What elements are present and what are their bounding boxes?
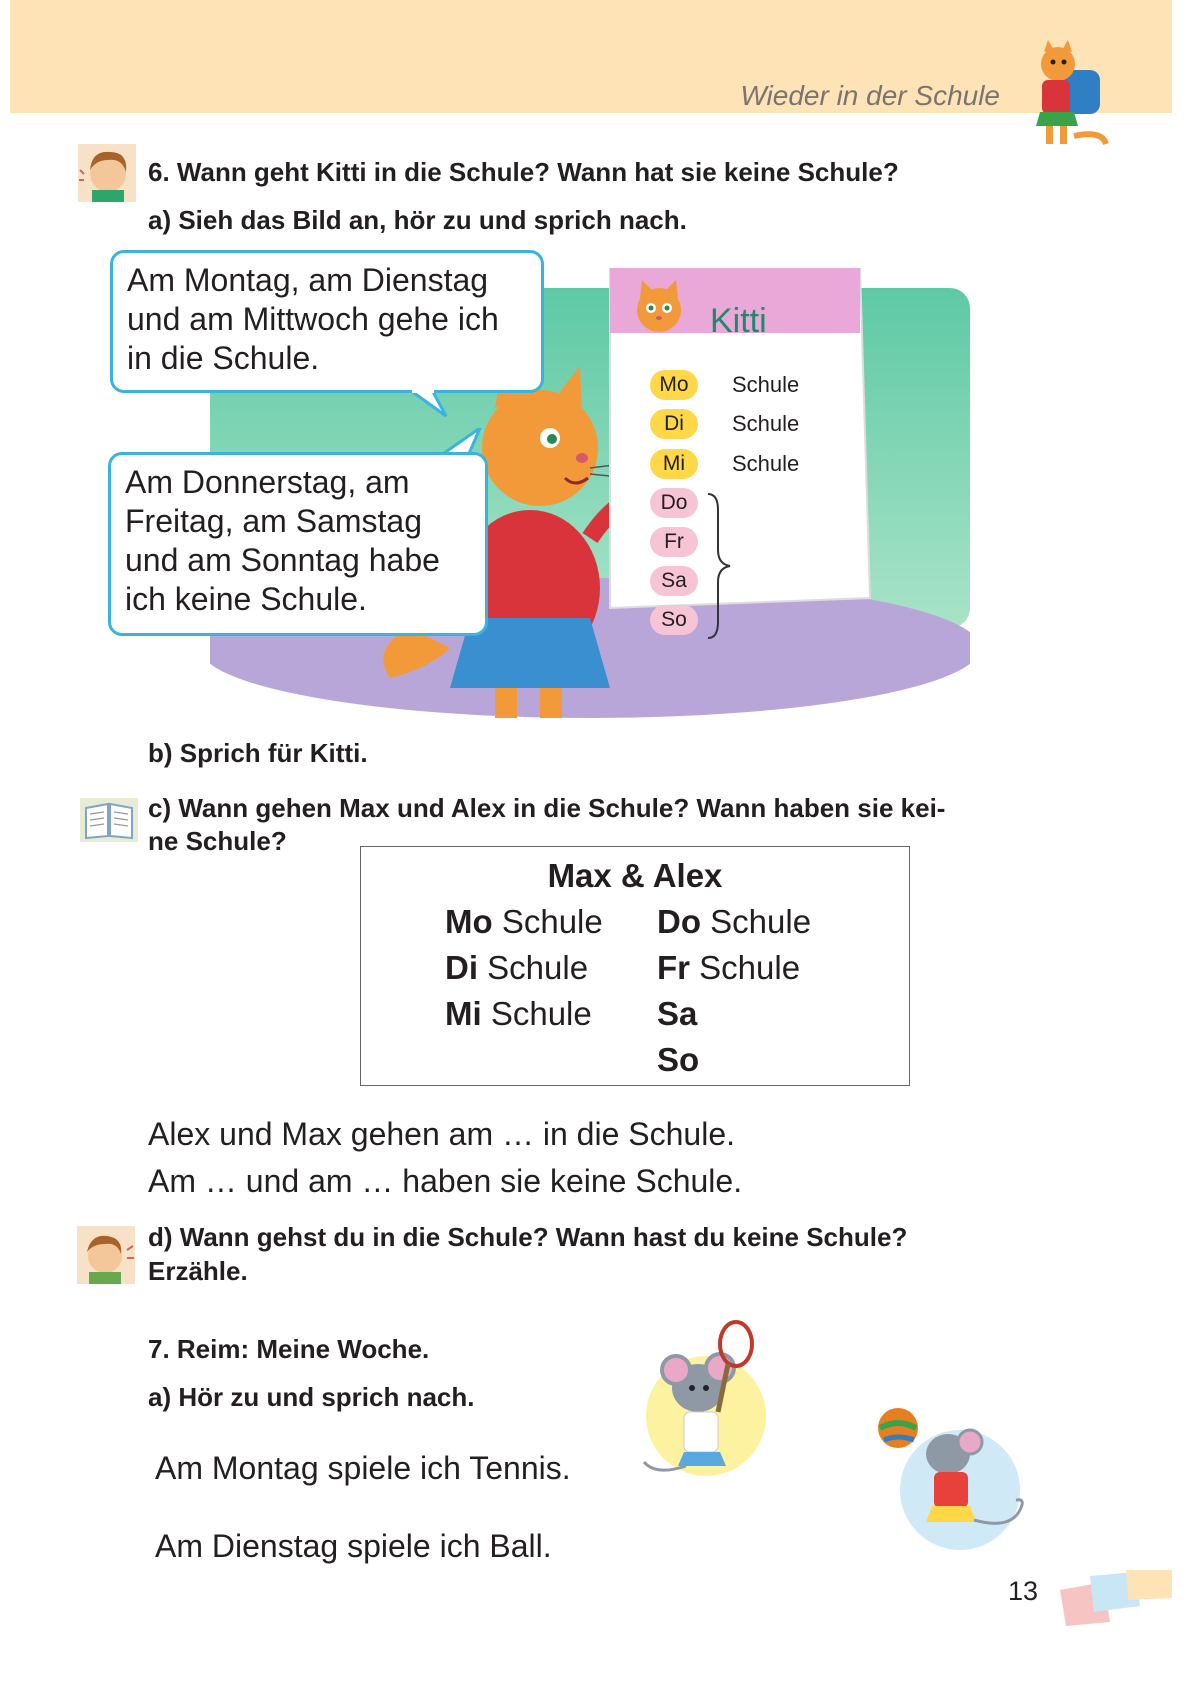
task-6d-line-2: Erzähle. (148, 1256, 248, 1286)
speech-bubble-school-days: Am Montag, am Dienstag und am Mittwoch gehe ich in die Schule. (110, 250, 544, 393)
kitti-schedule-poster (610, 268, 870, 631)
schedule-day: Mi (650, 449, 698, 479)
schedule-day: So (650, 605, 698, 635)
page-number: 13 (1008, 1576, 1039, 1606)
section-title: Wieder in der Schule (740, 80, 1000, 111)
table-value: Schule (710, 903, 812, 940)
speaking-boy-icon (77, 1226, 135, 1284)
task-6c-line-2: ne Schule? (148, 826, 287, 856)
schedule-row (610, 605, 870, 645)
table-day: So (657, 1041, 700, 1078)
table-value: Schule (487, 949, 589, 986)
bubble-tail (410, 390, 450, 420)
open-book-icon (80, 798, 138, 842)
table-day: Sa (657, 995, 698, 1032)
schedule-row (610, 409, 870, 449)
task-6a-instruction: a) Sieh das Bild an, hör zu und sprich nach. (148, 205, 687, 235)
task-6c-line-1: c) Wann gehen Max und Alex in die Schule? Wann haben sie kei- (148, 793, 946, 823)
fill-in-sentence-1: Alex und Max gehen am … in die Schule. (148, 1116, 735, 1152)
rhyme-line-2: Am Dienstag spiele ich Ball. (155, 1528, 552, 1564)
mouse-with-tennis-racket-illustration (636, 1316, 796, 1496)
schedule-day: Do (650, 488, 698, 518)
table-value: Schule (490, 995, 592, 1032)
table-day: Di (445, 949, 478, 986)
paper-corner-decoration (1040, 1566, 1180, 1626)
schedule-row (610, 488, 870, 528)
schedule-value: Schule (732, 372, 800, 397)
schedule-value: Schule (732, 411, 800, 436)
task-7-title: 7. Reim: Meine Woche. (148, 1334, 430, 1364)
rhyme-line-1: Am Montag spiele ich Tennis. (155, 1450, 571, 1486)
table-value: Schule (501, 903, 603, 940)
table-cell (657, 949, 800, 987)
schedule-row (610, 527, 870, 567)
table-cell (657, 1041, 699, 1079)
task-6b-instruction: b) Sprich für Kitti. (148, 738, 368, 768)
schedule-day: Sa (650, 566, 698, 596)
mouse-with-ball-illustration (870, 1400, 1040, 1560)
schedule-row (610, 370, 870, 410)
speaking-boy-icon (78, 144, 136, 202)
table-day: Mi (445, 995, 482, 1032)
max-alex-schedule-table (360, 846, 910, 1086)
schedule-day: Fr (650, 527, 698, 557)
task-7a-instruction: a) Hör zu und sprich nach. (148, 1382, 475, 1412)
schedule-value: Schule (732, 451, 800, 476)
table-title: Max & Alex (547, 857, 723, 894)
table-cell (445, 949, 588, 987)
cat-with-backpack-illustration (1022, 40, 1114, 152)
schedule-day: Di (650, 409, 698, 439)
table-cell (657, 903, 811, 941)
brace-icon (704, 490, 734, 642)
poster-name: Kitti (710, 302, 767, 340)
table-cell (445, 903, 603, 941)
schedule-row (610, 566, 870, 606)
fill-in-sentence-2: Am … und am … haben sie keine Schule. (148, 1163, 743, 1199)
table-day: Mo (445, 903, 493, 940)
table-day: Do (657, 903, 701, 940)
schedule-row (610, 449, 870, 489)
table-cell (657, 995, 697, 1033)
schedule-day: Mo (650, 370, 698, 400)
task-6d-line-1: d) Wann gehst du in die Schule? Wann hast du keine Schule? (148, 1222, 908, 1252)
task-6-title: 6. Wann geht Kitti in die Schule? Wann hat sie keine Schule? (148, 157, 899, 187)
speech-bubble-free-days: Am Donnerstag, am Freitag, am Samstag und am Sonntag habe ich keine Schule. (108, 452, 488, 636)
table-cell (445, 995, 592, 1033)
table-day: Fr (657, 949, 690, 986)
table-value: Schule (699, 949, 801, 986)
kitti-face-icon (626, 278, 692, 334)
